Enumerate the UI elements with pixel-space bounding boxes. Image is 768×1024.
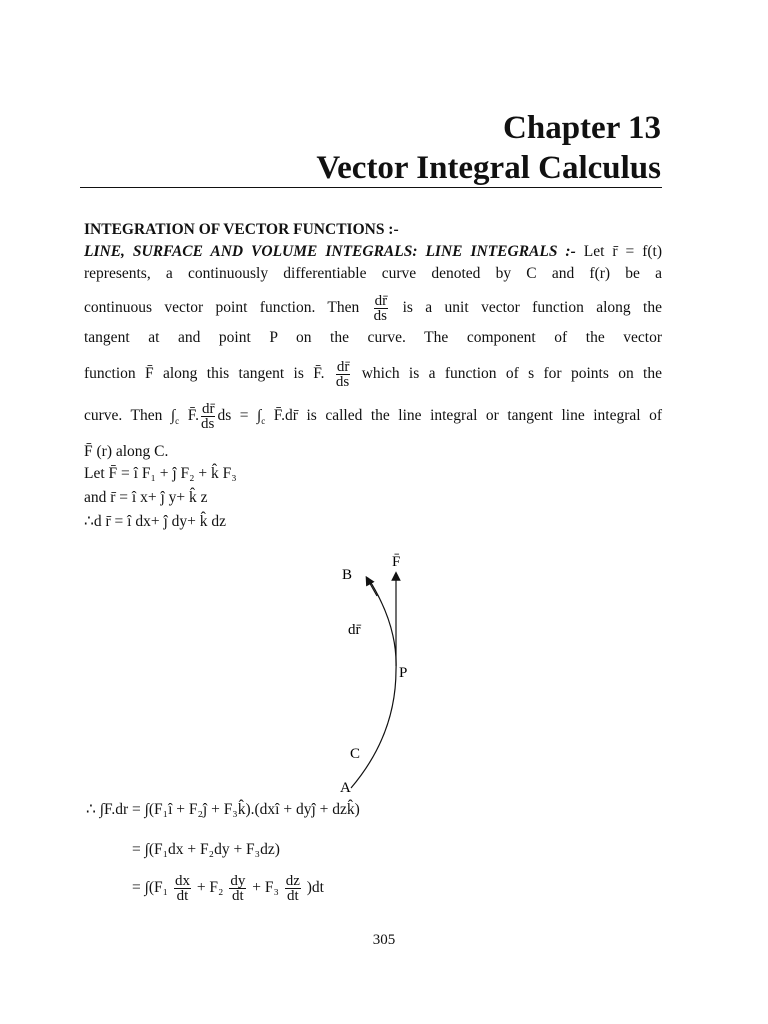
frac-den: ds [335,374,350,390]
fraction-dz-dt [285,874,301,903]
frac-den: ds [200,416,215,432]
chapter-number: Chapter 13 [503,110,661,146]
dr-arrow-head [368,580,377,596]
line1-rest: Let r̄ = f(t) [583,243,663,260]
eq3-mid1: + F₂ [196,879,224,897]
label-C: C [350,746,361,762]
text-line-4: tangent at and point P on the curve. The component of the vector [84,329,662,346]
page-number: 305 [372,932,396,948]
text-line-8: Let F̄ = î F₁ + ĵ F₂ + k̂ F₃ [84,465,237,482]
frac-den: ds [373,308,388,324]
line5-b: which is a function of s for points on the [361,365,662,383]
line6-a: curve. Then ∫ [84,407,176,425]
line6-c: ds = ∫ [217,407,262,425]
label-P: P [399,665,408,681]
label-F: F̄ [392,554,401,570]
sub-c-2: c [261,416,266,427]
frac-num: dr̄ [336,359,350,375]
sub-c: c [175,416,180,427]
text-line-9: and r̄ = î x+ ĵ y+ k̂ z [84,489,208,506]
eq3-post: )dt [306,879,324,897]
frac-den: dt [286,888,299,904]
equation-2: = ∫(F₁dx + F₂dy + F₃dz) [132,841,280,858]
label-B: B [342,567,353,583]
frac-den: dt [176,888,189,904]
equation-3 [132,874,324,903]
text-line-2: represents, a continuously differentiable curve denoted by C and f(r) be a [84,265,662,282]
frac-num: dr̄ [374,293,388,309]
text-line-7: F̄ (r) along C. [84,443,169,460]
chapter-title: Vector Integral Calculus [316,150,661,186]
label-A: A [340,780,351,796]
eq3-mid2: + F₃ [252,879,279,897]
subheading: LINE, SURFACE AND VOLUME INTEGRALS: LINE INTEGRALS :- [84,243,576,260]
equation-1: ∴ ∫F.dr = ∫(F₁î + F₂ĵ + F₃k̂).(dxî + dyĵ + dzk̂) [86,801,360,818]
line6-b: F̄. [187,407,199,425]
line6-d: F̄.dr̄ is called the line integral or tangent line integral of [273,407,663,425]
text-line-10: ∴d r̄ = î dx+ ĵ dy+ k̂ dz [84,513,226,530]
line3-a: continuous vector point function. Then [84,299,360,317]
frac-num: dy [230,873,246,889]
line5-a: function F̄ along this tangent is F̄. [84,365,325,383]
eq3-pre: = ∫(F₁ [132,879,169,897]
frac-num: dr̄ [201,401,215,417]
frac-num: dz [285,873,300,889]
frac-num: dx [174,873,190,889]
line3-b: is a unit vector function along the [402,299,662,317]
label-dr: dr̄ [348,622,361,638]
frac-den: dt [231,888,244,904]
fraction-dx-dt [174,874,191,903]
section-heading: INTEGRATION OF VECTOR FUNCTIONS :- [84,221,399,238]
fraction-dy-dt [229,874,246,903]
